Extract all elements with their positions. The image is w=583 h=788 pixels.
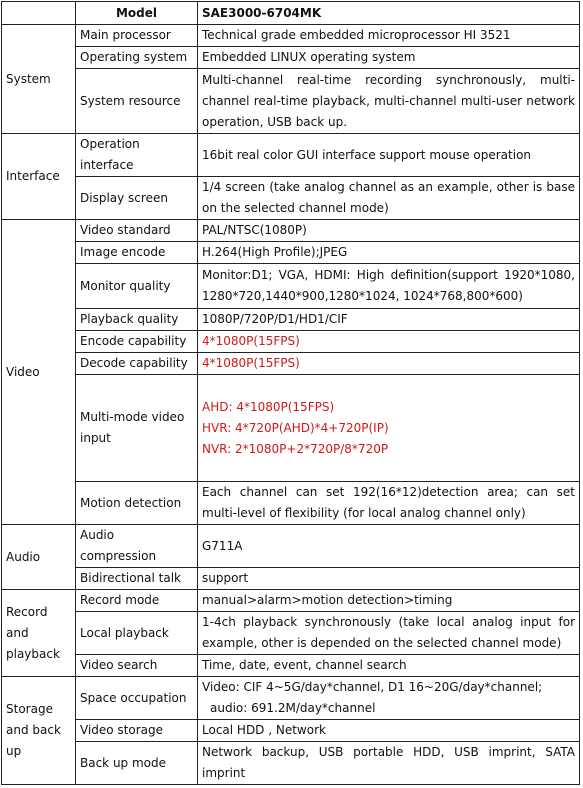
value-video-standard: PAL/NTSC(1080P) <box>198 220 580 242</box>
table-row <box>2 677 580 720</box>
category-record: Record and playback <box>2 590 76 677</box>
param-video-storage: Video storage <box>76 720 198 742</box>
param-image-encode: Image encode <box>76 242 198 264</box>
value-video-storage: Local HDD , Network <box>198 720 580 742</box>
value-record-mode: manual>alarm>motion detection>timing <box>198 590 580 612</box>
table-row <box>2 590 580 612</box>
table-row <box>2 242 580 264</box>
spec-table <box>1 1 580 785</box>
value-motion-detection: Each channel can set 192(16*12)detection area; can set multi-level of flexibility (for local analog channel only) <box>198 482 580 525</box>
param-local-playback: Local playback <box>76 612 198 655</box>
value-main-processor: Technical grade embedded microprocessor HI 3521 <box>198 25 580 47</box>
value-image-encode: H.264(High Profile);JPEG <box>198 242 580 264</box>
param-display-screen: Display screen <box>76 177 198 220</box>
table-row <box>2 742 580 785</box>
category-system: System <box>2 25 76 134</box>
table-row <box>2 331 580 353</box>
value-local-playback: 1-4ch playback synchronously (take local analog input for example, other is depended on the selected channel mode) <box>198 612 580 655</box>
table-row <box>2 568 580 590</box>
param-space-occupation: Space occupation <box>76 677 198 720</box>
model-label: Model <box>76 2 198 25</box>
space-line-audio: audio: 691.2M/day*channel <box>210 701 376 715</box>
param-encode-capability: Encode capability <box>76 331 198 353</box>
table-row <box>2 720 580 742</box>
value-system-resource: Multi-channel real-time recording synchronously, multi-channel real-time playback, multi-channel multi-user network operation, USB back up. <box>198 69 580 134</box>
value-back-up-mode: Network backup, USB portable HDD, USB imprint, SATA imprint <box>198 742 580 785</box>
table-row <box>2 482 580 525</box>
value-multimode-input <box>198 375 580 482</box>
param-operating-system: Operating system <box>76 47 198 69</box>
header-blank <box>2 2 76 25</box>
value-space-occupation <box>198 677 580 720</box>
param-operation-interface: Operation interface <box>76 134 198 177</box>
value-operating-system: Embedded LINUX operating system <box>198 47 580 69</box>
model-value: SAE3000-6704MK <box>198 2 580 25</box>
category-interface: Interface <box>2 134 76 220</box>
table-row <box>2 353 580 375</box>
space-line-video: Video: CIF 4~5G/day*channel, D1 16~20G/day*channel; <box>202 680 543 694</box>
param-motion-detection: Motion detection <box>76 482 198 525</box>
table-row <box>2 655 580 677</box>
value-audio-compression: G711A <box>198 525 580 568</box>
table-row <box>2 375 580 482</box>
header-row <box>2 2 580 25</box>
value-playback-quality: 1080P/720P/D1/HD1/CIF <box>198 309 580 331</box>
param-bidirectional-talk: Bidirectional talk <box>76 568 198 590</box>
table-row <box>2 177 580 220</box>
category-storage: Storage and back up <box>2 677 76 785</box>
param-record-mode: Record mode <box>76 590 198 612</box>
param-main-processor: Main processor <box>76 25 198 47</box>
table-row <box>2 69 580 134</box>
category-audio: Audio <box>2 525 76 590</box>
param-audio-compression: Audio compression <box>76 525 198 568</box>
param-multimode-input: Multi-mode video input <box>76 375 198 482</box>
value-decode-capability: 4*1080P(15FPS) <box>198 353 580 375</box>
table-row <box>2 47 580 69</box>
table-row <box>2 134 580 177</box>
value-operation-interface: 16bit real color GUI interface support mouse operation <box>198 134 580 177</box>
param-video-standard: Video standard <box>76 220 198 242</box>
value-bidirectional-talk: support <box>198 568 580 590</box>
value-monitor-quality: Monitor:D1; VGA, HDMI: High definition(support 1920*1080, 1280*720,1440*900,1280*1024, 1024*768,800*600) <box>198 264 580 309</box>
table-row <box>2 309 580 331</box>
table-row <box>2 525 580 568</box>
table-row <box>2 612 580 655</box>
table-row <box>2 264 580 309</box>
param-playback-quality: Playback quality <box>76 309 198 331</box>
param-decode-capability: Decode capability <box>76 353 198 375</box>
category-video: Video <box>2 220 76 525</box>
value-video-search: Time, date, event, channel search <box>198 655 580 677</box>
param-monitor-quality: Monitor quality <box>76 264 198 309</box>
param-system-resource: System resource <box>76 69 198 134</box>
param-video-search: Video search <box>76 655 198 677</box>
table-row <box>2 25 580 47</box>
multimode-line-nvr: NVR: 2*1080P+2*720P/8*720P <box>202 441 389 456</box>
value-encode-capability: 4*1080P(15FPS) <box>198 331 580 353</box>
value-display-screen: 1/4 screen (take analog channel as an example, other is base on the selected channel mode) <box>198 177 580 220</box>
param-back-up-mode: Back up mode <box>76 742 198 785</box>
table-row <box>2 220 580 242</box>
multimode-line-hvr: HVR: 4*720P(AHD)*4+720P(IP) <box>202 420 389 435</box>
multimode-line-ahd: AHD: 4*1080P(15FPS) <box>202 399 335 414</box>
